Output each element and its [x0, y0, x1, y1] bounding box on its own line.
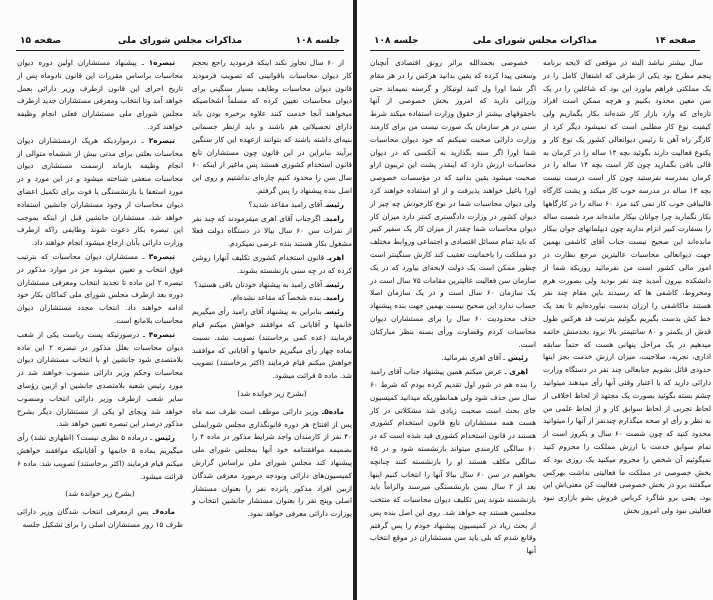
left-page	[0, 0, 354, 600]
paragraph-text: ـ پیشنهاد مستشاران اولین دوره دیوان محاسبات براساس مقررات این قانون تادوماه پس از تاریخ اجرای این قانون ازطرف وزیر دارائی بعمل خواهد آمد وتا انتخاب ومعرفی مستشاران جدید ازطرف مجلس شورای ملی مستشاران فعلی انجام وظیفه خواهند کرد.	[17, 58, 183, 131]
speaker-label: تبصره۴	[148, 329, 175, 339]
paragraph-text: ـ درصورتیکه پست ریاست یکی از شعب دیوان محاسبات بعلل مذکور در تبصره ۲ این ماده بلامتصدی شود جانشین او با انتخاب مستشاران دیوان محاسبات وحکم وزیر دارائی منصوب خواهند شد در مورد رئیس شعبه بلامتصدی جانشین او ازبین رؤسای سایر شعب ازطرف وزیر دارائی انتخاب ومنصوب خواهد شد وبجای او یکی از مستشاران دیگر بشرح مذکور درصدر این تبصره تعیین خواهد شد.	[17, 329, 183, 429]
paragraph	[192, 406, 352, 521]
paragraph-text: سال بیشتر نباشد البته در موقعی که لایحه برنامه پنجم مطرح بود یکی از طرقی که اشتغال کامل را در یک مملکتی فراهم بیاورد این بود که شاغلین را در یک سن معین محدود بکنیم و هرچه ممکن است افراد تازه‌ای که وارد بازار کار شده‌اند بکار بگماریم ولی کیفیت نوع کار مطلبی است که نمیشود دیگر کرد از کارگر راه آهن تا رئیس دیوانعالی کشور یک نوع کار و یکنوع فعالیت دارند بگوئید بچه ۱۴ ساله را در کرمان به قالی بافی بگمارید چون کار است بچه ۱۴ ساله را در کرمان بمدرسه نفرستید چون کار است درست نیست بچه ۱۴ ساله در مدرسه خوب کار میکند و پشت کارگاه قالیبافی خوب کار نمی کند مرد ۶۰ ساله را در کارگاهها بکار نگمارید چرا جوانان بیکار مانده‌اند مرد شصت ساله را بسفارت کبیر انزام ندارید چون دیپلماتهای جوان بیکار مانده‌اند این صحیح نیست جناب آقای کاشفی بهمین جهت دیوانعالی محاسبات عالیترین مرجع نظارت در امور مالی کشور است من نفرمائید روزیکه شما از دانشکده بیرون آمدید چند نفر بودید ولی بصورت هرم ومخروط، کاشفی ها که رسیدند باین مقام چند نفر هستند ماکاشفی را ارزان بدست نیاورده‌ایم تا بعد یک خط کش بدست بگیریم بگوئیم بترتیب قد هرکس طول قدش از یکمتر و ۸۰ سانتیمتر بالا برود بخدمتش خاتمه میدهیم در یک مراحل پنهانی هست که حتماً سابقه اداری، تجربه، صلاحیت، میزان ارزش خدمت بجز اینها حدودی قائل نشویم جنابعالی چند نفر در دستگاه وزارت دارائی دارید که با اعتبار وقتی آنها رأی میدهند میتوانید چشم بسته بگوئید بصورت یک مجتهد از لحاظ اخلاقی از لحاظ تجربی از لحاظ سوابق کار و از لحاظ علمی من به نظر و رأی او صحه میگذارم چندنفر از آنها را میتوانید محدود کنید که چون شصت ۶۰ سال و یکروز است از تمام سوابق خدمت با ارزش مملکت را محروم کنید نمیگوئیم آن شخص را محروم میکنید یک روزی بود که بخش خصوصی در مملکت ما فعالیتی نداشت بهرکس میگفتند برو در بخش خصوصی فعالیت کن معنی‌اش این بود، یعنی برو شاگرد کرباس فروش بشو بازاری نبود فعالیتی نبود ولی امروز بخش	[543, 58, 711, 515]
publication-title: مذاکرات مجلس شورای ملی	[472, 36, 598, 46]
paragraph-text: ـ درمواردیکه هریک ازمستشاران دیوان محاسبات بعلتی برای مدتی بیش از ششماه متوالی از انجام وظیفه بازماند ازسمت مستشاری دیوان محاسبات منعفی شناخته میشود و در این مورد و در مورد استعفا یا بازنشستگی یا فوت برای تکمیل اعضای دیوان محاسبات از وجود مستشاران جانشین استفاده خواهد شد. مستشاران جانشین قبل از اینکه بموجب این تبصره بکار دعوت شوند وظایفی راکه ازطرف وزارت دارائی بآنان ارجاع میشود انجام خواهند داد.	[17, 135, 183, 248]
speaker-label: تبصره۳	[148, 251, 175, 261]
paragraph	[17, 57, 183, 134]
text-column-right	[543, 57, 711, 519]
paragraph	[17, 329, 183, 431]
paragraph-text: از ۶۰ سال تجاوز نکند اینکه فرمودید راجع بحجم کار دیوان محاسبات باقوانینی که تصویب فرمودید قانون دیوان محاسبات وظایف بسیار سنگینی برای دیوان محاسبات تعیین کرده که مسلماً اشخاصیکه میخواهند آنجا خدمت کنند علاوه برخبره بودن باید دارای تحصیلاتی هم باشند و باید ازنظر جسمانی بنیه‌ای داشته باشند که بتوانند ازعهده این کار سنگین برآیند بنابراین در این قانون چون مستشاران تابع قانون استخدام کشوری هستند پس ماغیر از اینکه ۶۰ سال سن را محدود کنیم چاره‌ای نداشتیم و روی این اصل بنده پیشنهاد را پس گرفتم.	[192, 58, 352, 195]
paragraph	[17, 135, 183, 250]
page-header	[370, 36, 700, 51]
paragraph	[370, 57, 536, 351]
speaker-label: ماده۶ـ	[152, 507, 175, 517]
speaker-label: تبصره۱	[148, 58, 175, 67]
reading-note	[192, 388, 352, 401]
book-spine	[353, 0, 357, 600]
speaker-label: رامبد	[325, 293, 344, 303]
speaker-label: اهری	[509, 367, 528, 377]
page-header	[16, 36, 344, 51]
paragraph-text: ـ عرض میکنم همین پیشنهاد جناب آقای رامبد را بنده هم در شور اول تقدیم کرده بودم که شرط ۶۰ سال سن حذف شود ولی همانطوریکه میدانید کمیسیون جای بحث است صحبت زیادی شد مشکلاتی در کار هست همه مستشاران تابع قانون استخدام کشوری هستند در قانون استخدام کشوری قید شده است که در ۶۰ سالگی کارمندی میتواند بازنشسته شود و در ۶۵ سالگی مکلف هستند او را بازنشسته کنند چنانچه بخواهیم در سن ۶۰ سال ببالا آنها را انتخاب کنیم اینها بعد از ۲ سال بسن بازنشستگی میرسند والزاماً باید بازنشسته شوند پس تکلیف دیوان محاسبات که منتخب مجلسین هستند چه خواهد شد. روی این اصل بنده پس از بحث زیاد در کمیسیون پیشنهاد خودم را پس گرفتم وقانع شدم که بلی باید سن مستشاران در موقع انتخاب آنها	[370, 367, 537, 556]
paragraph	[17, 251, 183, 328]
paragraph	[17, 506, 183, 532]
text-column-right	[192, 57, 352, 522]
speaker-label: ماده۵ـ	[321, 406, 344, 416]
speaker-label: رئیس	[326, 307, 344, 317]
paragraph	[192, 57, 352, 198]
speaker-label: تبصره۲	[148, 135, 175, 145]
paragraph	[192, 292, 352, 305]
paragraph	[192, 213, 352, 251]
text-column-left	[370, 57, 536, 559]
speaker-label: رئیس	[507, 353, 528, 363]
speaker-label: رامبد	[325, 213, 344, 223]
paragraph-text: ـ آقای رامبد مقاعد شدید؟	[248, 199, 327, 209]
paragraph	[370, 366, 536, 558]
paragraph-text: (بشرح زیر خوانده شد)	[237, 388, 307, 398]
paragraph-text: وزیر دارائی موظف است ظرف سه ماه پس از افتتاح هر دوره قانونگذاری مجلس شورایملی ۴۰ نفر از کارمندان واجد شرایط مذکور در ماده ۴ را بضمیمه موافقتنامه خود آنها بمجلس شورای ملی پیشنهاد کند مجلس شورای ملی براساس گزارش کمیسیون‌های دارائی وبودجه درمورد معرفی شدگان ازبین افراد مذکور پانزده نفر را بعنوان مستشار اصلی وپنج نفر را بعنوان مستشار جانشین انتخاب و بوزارت دارائی معرفی خواهد نمود.	[192, 406, 352, 519]
text-column-left	[17, 57, 183, 533]
paragraph-text: ـ درماده ۵ نظری نیست؟ (اظهاری نشد) رأی میگیریم بماده ۵ خانمها و آقایانیکه موافقند خواهش میکنم قیام فرمایند (اکثر برخاستند) تصویب شد. ماده ۶ قرائت میشود.	[17, 433, 183, 481]
paragraph	[543, 57, 711, 518]
session-number: جلسه ۱۰۸	[295, 36, 340, 46]
paragraph-text: ـ بنده شخصاً که مقاعد نشده‌ام.	[230, 293, 326, 303]
paragraph-text: ـ مستشاران دیوان محاسبات که بترتیب فوق انتخاب و تعیین میشوند جز در موارد مذکور در تبصره ۲ این ماده تا تجدید انتخاب ومعرفی مستشاران دوره بعد ازطرف مجلس شورای ملی کماکان بکار خود ادامه خواهند داد. انتخاب مجدد مستشاران دیوان محاسبات بلامانع است.	[17, 251, 183, 325]
speaker-label: اهری	[329, 252, 344, 262]
paragraph-text: خصوصی بحمدالله براثر رونق اقتصادی آنچنان وسعتی پیدا کرده که یقین بدانید هرکس را در هر مقام اگر شما اورا ول کنید لوتیکار و گرسنه نمیماند حتی وزرائی دارید که امروز بخش خصوصی از آنها باحقوقهای بیشتر از حقوق وزارت استفاده میکند شرط سنی در هر سازمان یک صورت نیست من برای کارمند وزارت دارائی صحبت نمیکنم که خود دیوان محاسبات شما اورا اگر سنه بگذارید نه آنکسی که در دیوان محاسبات ارزش دارد که اینقدر پشت این تریبون ازاو صحبت میشود یقین بدانید که در مؤسسات خصوصی اورا باغیل خواهند پذیرفت و از او استفاده خواهند کرد ولی دیوان محاسبات شما در نوع کارخودش چه چیز از دیوان کشور در وزارت دادگستری کمتر دارد میزان کار دیوان محاسبات شما چقدر از میزان کار یک سفیر کبیر که باید تمام مسائل اقتصادی و اجتماعی وروابط مختلف دو مملکت را باخماتیت تعقیب کند کارش سنگینتر است چطور ممکن است یک دولت لایحه‌ای بیاورد که در یک سازمان سن فعالیت عالیترین مقامات ۷۵ سال است در یک سازمان ۶۰ سال است و در یک سازمان اصلا حساب ندارد این صحیح نیست بهمین جهت بنده پیشنهاد حذف محدودیت ۶۰ سال را برای مستشاران دیوان محاسبات کردم وقضاوت ورأی بسته بنظر مبارکتان است.	[370, 58, 537, 349]
paragraph	[192, 252, 352, 278]
paragraph	[192, 306, 352, 383]
right-page	[358, 0, 713, 600]
paragraph	[17, 432, 183, 483]
speaker-label: رئیس	[326, 199, 344, 209]
paragraph-text: ـ آقای رامبد به پیشنهاد خودتان باقی هستید؟	[194, 279, 327, 289]
speaker-label: رئیس	[154, 433, 175, 443]
speaker-label: رئیس	[326, 279, 344, 289]
paragraph-text: (بشرح زیر خوانده شد)	[65, 489, 135, 499]
paragraph-text: ـ بنابراین به پیشنهاد آقای رامبد رأی میگیریم خانمها و آقایانی که موافقند خواهش میکنم قیام فرمایند (عده کمی برخاستند) تصویب نشد. نسبت بماده چهار رأی میگیریم خانمها و آقایانی که موافقند خواهش میکنم قیام فرمایند (اکثر برخاستند) تصویب شد. ماده ۵ قرائت میشود.	[192, 307, 352, 381]
paragraph	[192, 199, 352, 212]
page-number: صفحه ۱۴	[654, 36, 696, 46]
reading-note	[17, 488, 183, 501]
paragraph-text: ـ اگرجناب آقای اهری میفرمودند که چند نفر از نفرات سن ۶۰ سال ببالا در دستگاه دولت فعلا مشغول بکار هستند بنده عرضی نمیکردم.	[192, 213, 352, 249]
publication-title: مذاکرات مجلس شورای ملی	[117, 36, 243, 46]
paragraph	[370, 352, 536, 365]
paragraph-text: ـ آقای اهری بفرمائید.	[441, 353, 508, 363]
paragraph-text: پس ازمعرفی انتخاب شدگان وزیر دارائی ظرف ۱۵ روز مستشاران اصلی را برای تشکیل جلسه	[17, 507, 183, 529]
paragraph-text: ـ قانون استخدام کشوری تکلیف آنهارا روشن کرده که در چه سنی بازنشسته بشوند.	[192, 252, 352, 275]
page-number: صفحه ۱۵	[20, 36, 62, 46]
paragraph	[192, 279, 352, 292]
session-number: جلسه ۱۰۸	[374, 36, 419, 46]
